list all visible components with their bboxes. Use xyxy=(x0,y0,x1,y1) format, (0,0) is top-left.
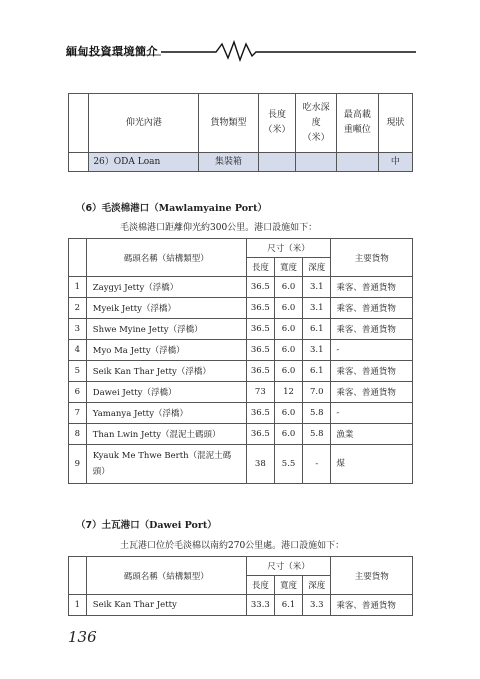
cell-draft xyxy=(296,153,337,172)
cell-jetty-name: Yamanya Jetty（浮橋） xyxy=(86,403,246,424)
cell-width: 5.5 xyxy=(274,445,302,484)
table-row xyxy=(69,403,413,424)
cell-depth: 5.8 xyxy=(303,424,331,445)
cell-jetty-name: Seik Kan Thar Jetty（浮橋） xyxy=(86,361,246,382)
cell-goods: 乘客、普通貨物 xyxy=(331,595,413,616)
table-row xyxy=(69,382,413,403)
cell-depth: 3.1 xyxy=(303,277,331,298)
cell-width: 6.1 xyxy=(274,595,302,616)
mawlamyaine-port-table xyxy=(68,238,413,484)
col-cargo-type: 貨物類型 xyxy=(199,94,258,153)
cell-length: 36.5 xyxy=(246,277,274,298)
cell-depth: 5.8 xyxy=(303,403,331,424)
cell-jetty-name-l1: Kyauk Me Thwe Berth（混泥土碼 xyxy=(92,451,232,461)
yangon-port-table xyxy=(68,93,413,172)
table-row xyxy=(69,340,413,361)
table-row xyxy=(69,424,413,445)
cell-goods: - xyxy=(331,340,413,361)
col-draft-l2: 度 xyxy=(311,117,321,128)
section-7-title-en: Dawei Port xyxy=(149,520,208,531)
col-length: 長度 xyxy=(246,258,274,277)
col-depth: 深度 xyxy=(303,258,331,277)
section-7-intro: 土瓦港口位於毛淡棉以南約270公里處。港口設施如下： xyxy=(120,541,345,551)
section-6-title-zh: （6）毛淡棉港口（ xyxy=(76,203,159,214)
cell-num: 3 xyxy=(69,319,87,340)
cell-width: 6.0 xyxy=(274,340,302,361)
cell-length xyxy=(258,153,296,172)
cell-length: 36.5 xyxy=(246,424,274,445)
cell-jetty-name: Dawei Jetty（浮橋） xyxy=(86,382,246,403)
cell-length: 38 xyxy=(246,445,274,484)
cell-width: 6.0 xyxy=(274,403,302,424)
col-draft-l3: （米） xyxy=(302,132,330,143)
cell-width: 6.0 xyxy=(274,277,302,298)
cell-width: 6.0 xyxy=(274,424,302,445)
cell-depth: 7.0 xyxy=(303,382,331,403)
col-length: 長度 xyxy=(246,576,274,595)
cell-width: 12 xyxy=(274,382,302,403)
cell-num: 6 xyxy=(69,382,87,403)
col-size: 尺寸（米） xyxy=(246,239,331,258)
cell-status: 中 xyxy=(378,153,412,172)
col-length-l1: 長度 xyxy=(268,110,287,120)
col-max-load xyxy=(336,94,378,153)
col-max-load-l1: 最高載 xyxy=(343,110,371,120)
col-width: 寬度 xyxy=(274,258,302,277)
cell-cargo-type: 集裝箱 xyxy=(199,153,258,172)
cell-goods: - xyxy=(331,403,413,424)
cell-jetty-name: Than Lwin Jetty（混泥土碼頭） xyxy=(86,424,246,445)
col-length-l2: （米） xyxy=(263,125,291,135)
cell-goods: 漁業 xyxy=(331,424,413,445)
cell-num: 7 xyxy=(69,403,87,424)
cell-width: 6.0 xyxy=(274,298,302,319)
cell-jetty-name xyxy=(86,445,246,484)
cell-num: 8 xyxy=(69,424,87,445)
blank-cell xyxy=(69,153,89,172)
table-row xyxy=(69,361,413,382)
table-row xyxy=(69,153,413,172)
cell-depth: 3.1 xyxy=(303,298,331,319)
col-draft-l1: 吃水深 xyxy=(302,102,330,113)
cell-length: 36.5 xyxy=(246,403,274,424)
cell-num: 5 xyxy=(69,361,87,382)
cell-num: 1 xyxy=(69,595,87,616)
col-jetty-name: 碼頭名稱（結構類型） xyxy=(86,239,246,277)
cell-length: 36.5 xyxy=(246,298,274,319)
cell-goods: 乘客、普通貨物 xyxy=(331,382,413,403)
cell-goods: 乘客、普通貨物 xyxy=(331,319,413,340)
cell-jetty-name: Shwe Myine Jetty（浮橋） xyxy=(86,319,246,340)
cell-width: 6.0 xyxy=(274,361,302,382)
col-jetty-name: 碼頭名稱（結構類型） xyxy=(86,557,246,595)
section-7-title-zh: （7）土瓦港口（ xyxy=(76,520,150,531)
blank-cell xyxy=(69,239,87,277)
cell-max-load xyxy=(336,153,378,172)
col-goods: 主要貨物 xyxy=(331,239,413,277)
cell-goods: 煤 xyxy=(331,445,413,484)
table-row xyxy=(69,595,413,616)
cell-num: 4 xyxy=(69,340,87,361)
col-goods: 主要貨物 xyxy=(331,557,413,595)
section-7-title xyxy=(76,517,217,531)
cell-num: 9 xyxy=(69,445,87,484)
dawei-port-table xyxy=(68,556,413,616)
col-depth: 深度 xyxy=(303,576,331,595)
cell-length: 36.5 xyxy=(246,340,274,361)
col-length xyxy=(258,94,296,153)
cell-depth: - xyxy=(303,445,331,484)
col-status: 現狀 xyxy=(378,94,412,153)
cell-port: 26）ODA Loan xyxy=(89,153,199,172)
cell-depth: 3.1 xyxy=(303,340,331,361)
table-row xyxy=(69,445,413,484)
blank-cell xyxy=(69,557,87,595)
header-title: 緬甸投資環境簡介 xyxy=(66,45,158,58)
section-6-title xyxy=(76,200,267,214)
table-row xyxy=(69,298,413,319)
cell-length: 33.3 xyxy=(246,595,274,616)
table-row xyxy=(69,277,413,298)
section-6-title-end: ） xyxy=(257,203,267,214)
cell-goods: 乘客、普通貨物 xyxy=(331,361,413,382)
cell-goods: 乘客、普通貨物 xyxy=(331,298,413,319)
cell-jetty-name: Seik Kan Thar Jetty xyxy=(86,595,246,616)
col-draft xyxy=(296,94,337,153)
section-7-title-end: ） xyxy=(207,520,217,531)
col-width: 寬度 xyxy=(274,576,302,595)
cell-depth: 3.3 xyxy=(303,595,331,616)
cell-jetty-name: Zaygyi Jetty（浮橋） xyxy=(86,277,246,298)
page-header xyxy=(66,38,416,62)
table-row xyxy=(69,319,413,340)
cell-jetty-name-l2: 頭） xyxy=(92,467,110,477)
cell-length: 73 xyxy=(246,382,274,403)
page-number: 136 xyxy=(68,628,97,646)
cell-depth: 6.1 xyxy=(303,319,331,340)
section-6-intro: 毛淡棉港口距離仰光約300公里。港口設施如下： xyxy=(120,223,318,233)
cell-jetty-name: Myo Ma Jetty（浮橋） xyxy=(86,340,246,361)
col-port: 仰光內港 xyxy=(89,94,199,153)
section-6-title-en: Mawlamyaine Port xyxy=(158,203,258,214)
col-size: 尺寸（米） xyxy=(246,557,331,576)
blank-cell xyxy=(69,94,89,153)
cell-width: 6.0 xyxy=(274,319,302,340)
cell-goods: 乘客、普通貨物 xyxy=(331,277,413,298)
cell-length: 36.5 xyxy=(246,361,274,382)
cell-num: 1 xyxy=(69,277,87,298)
cell-jetty-name: Myeik Jetty（浮橋） xyxy=(86,298,246,319)
cell-depth: 6.1 xyxy=(303,361,331,382)
col-max-load-l2: 重噸位 xyxy=(343,125,371,135)
cell-num: 2 xyxy=(69,298,87,319)
cell-length: 36.5 xyxy=(246,319,274,340)
